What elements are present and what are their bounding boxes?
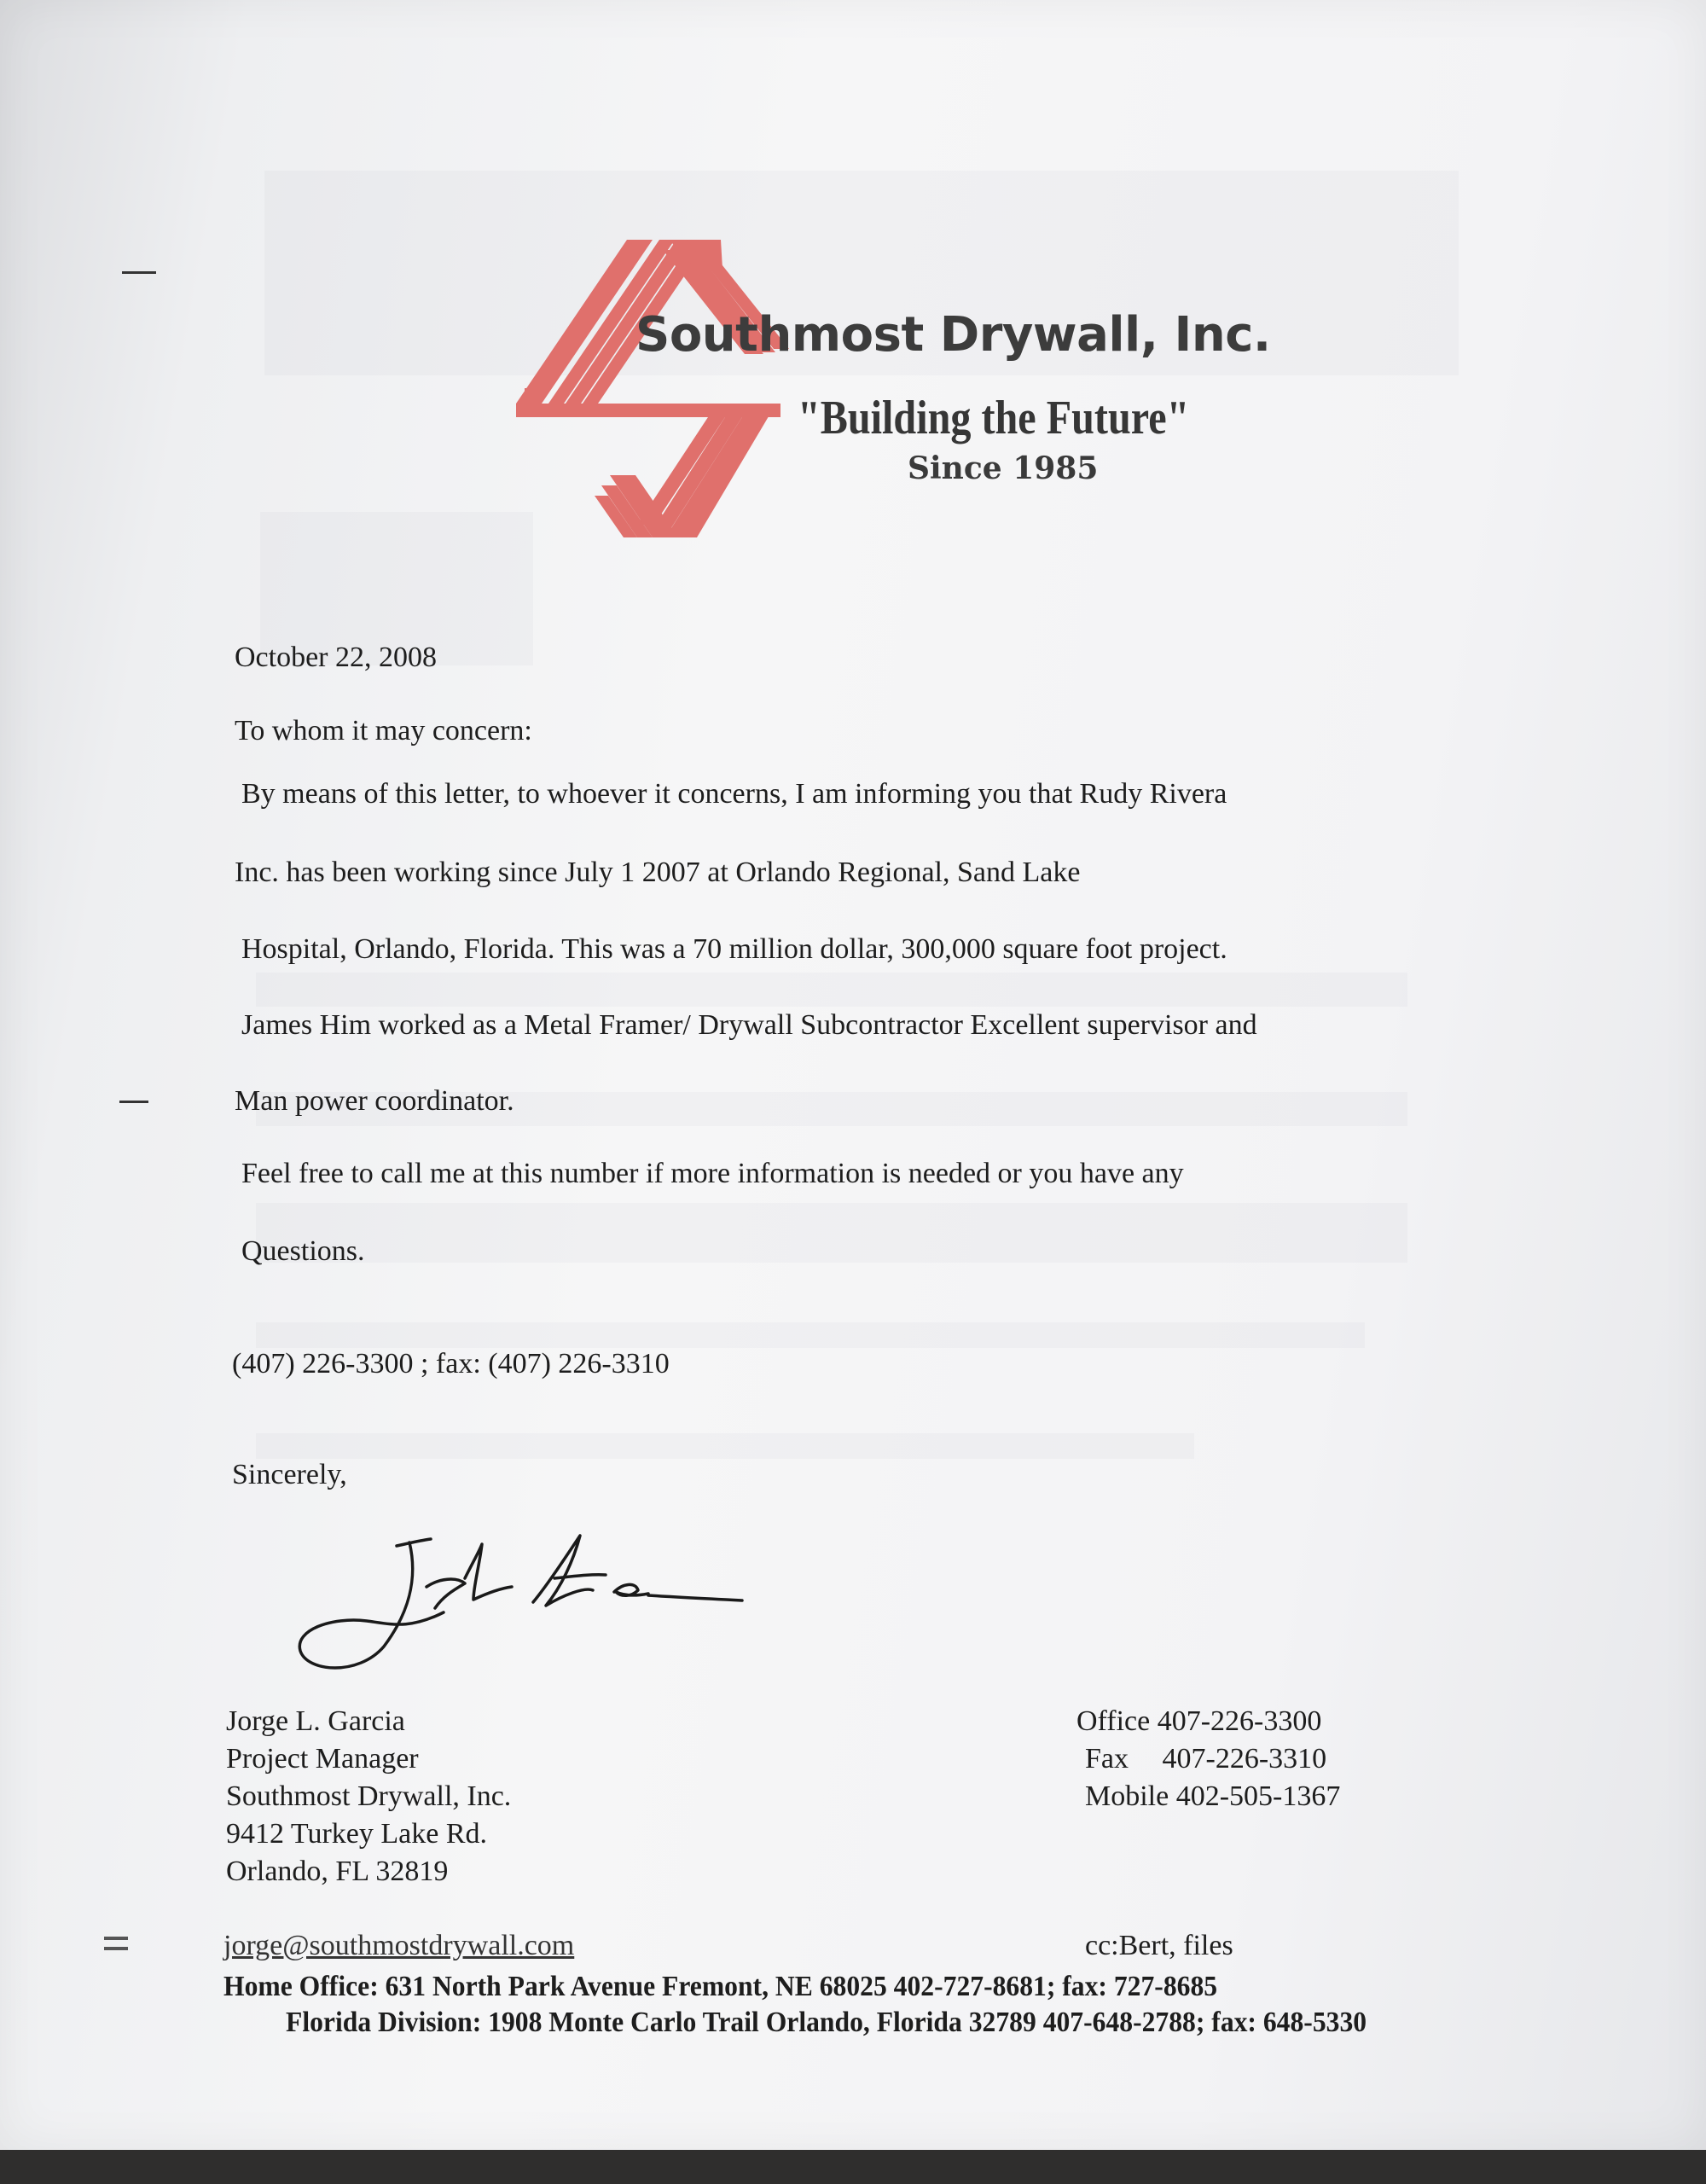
- office-line: [1076, 1703, 1340, 1740]
- body-line: Inc. has been working since July 1 2007 at Orlando Regional, Sand Lake: [235, 857, 1081, 888]
- body-line: James Him worked as a Metal Framer/ Drywall Subcontractor Excellent supervisor and: [241, 1009, 1257, 1041]
- show-through-block: [256, 973, 1407, 1007]
- letter-date: October 22, 2008: [235, 642, 438, 673]
- office-label: Office: [1076, 1705, 1151, 1737]
- company-logo: [508, 235, 789, 542]
- margin-mark: [104, 1937, 128, 1940]
- signatory-company: Southmost Drywall, Inc.: [226, 1780, 512, 1812]
- margin-mark: [122, 271, 156, 274]
- body-line: Feel free to call me at this number if more information is needed or you have any: [241, 1158, 1184, 1189]
- company-since: Since 1985: [908, 450, 1099, 486]
- signatory-city: Orlando, FL 32819: [226, 1856, 449, 1887]
- signature-image: [290, 1527, 751, 1681]
- body-line: Man power coordinator.: [235, 1085, 514, 1117]
- fax-line: [1076, 1740, 1340, 1778]
- mobile-number: 402-505-1367: [1175, 1780, 1341, 1812]
- contact-block: [1076, 1703, 1340, 1815]
- home-office-line: Home Office: 631 North Park Avenue Fremont, NE 68025 402-727-8681; fax: 727-8685: [223, 1971, 1218, 2002]
- email-link[interactable]: jorge@southmostdrywall.com: [223, 1930, 575, 1961]
- letter-closing: Sincerely,: [232, 1459, 347, 1490]
- phone-line: (407) 226-3300 ; fax: (407) 226-3310: [232, 1348, 670, 1380]
- mobile-line: [1076, 1778, 1340, 1815]
- signatory-name: Jorge L. Garcia: [226, 1705, 405, 1737]
- show-through-block: [256, 1433, 1194, 1459]
- fax-label: Fax: [1085, 1743, 1129, 1774]
- margin-mark: [104, 1947, 128, 1950]
- margin-mark: [119, 1101, 148, 1103]
- company-tagline: "Building the Future": [798, 392, 1190, 444]
- body-line: By means of this letter, to whoever it concerns, I am informing you that Rudy Rivera: [241, 778, 1227, 810]
- letter-salutation: To whom it may concern:: [235, 715, 532, 746]
- show-through-block: [256, 1203, 1407, 1263]
- company-name: Southmost Drywall, Inc.: [635, 307, 1271, 363]
- signatory-street: 9412 Turkey Lake Rd.: [226, 1818, 487, 1850]
- office-number: 407-226-3300: [1157, 1705, 1322, 1737]
- body-line: Questions.: [241, 1235, 365, 1267]
- fax-number: 407-226-3310: [1162, 1743, 1327, 1774]
- mobile-label: Mobile: [1085, 1780, 1169, 1812]
- desk-background: [0, 2150, 1706, 2184]
- signatory-title: Project Manager: [226, 1743, 419, 1774]
- show-through-block: [256, 1322, 1365, 1348]
- cc-line: cc:Bert, files: [1085, 1930, 1233, 1961]
- body-line: Hospital, Orlando, Florida. This was a 70 million dollar, 300,000 square foot project.: [241, 933, 1227, 965]
- florida-division-line: Florida Division: 1908 Monte Carlo Trail Orlando, Florida 32789 407-648-2788; fax: 648-5330: [286, 2007, 1367, 2038]
- signatory-block: [226, 1703, 511, 1891]
